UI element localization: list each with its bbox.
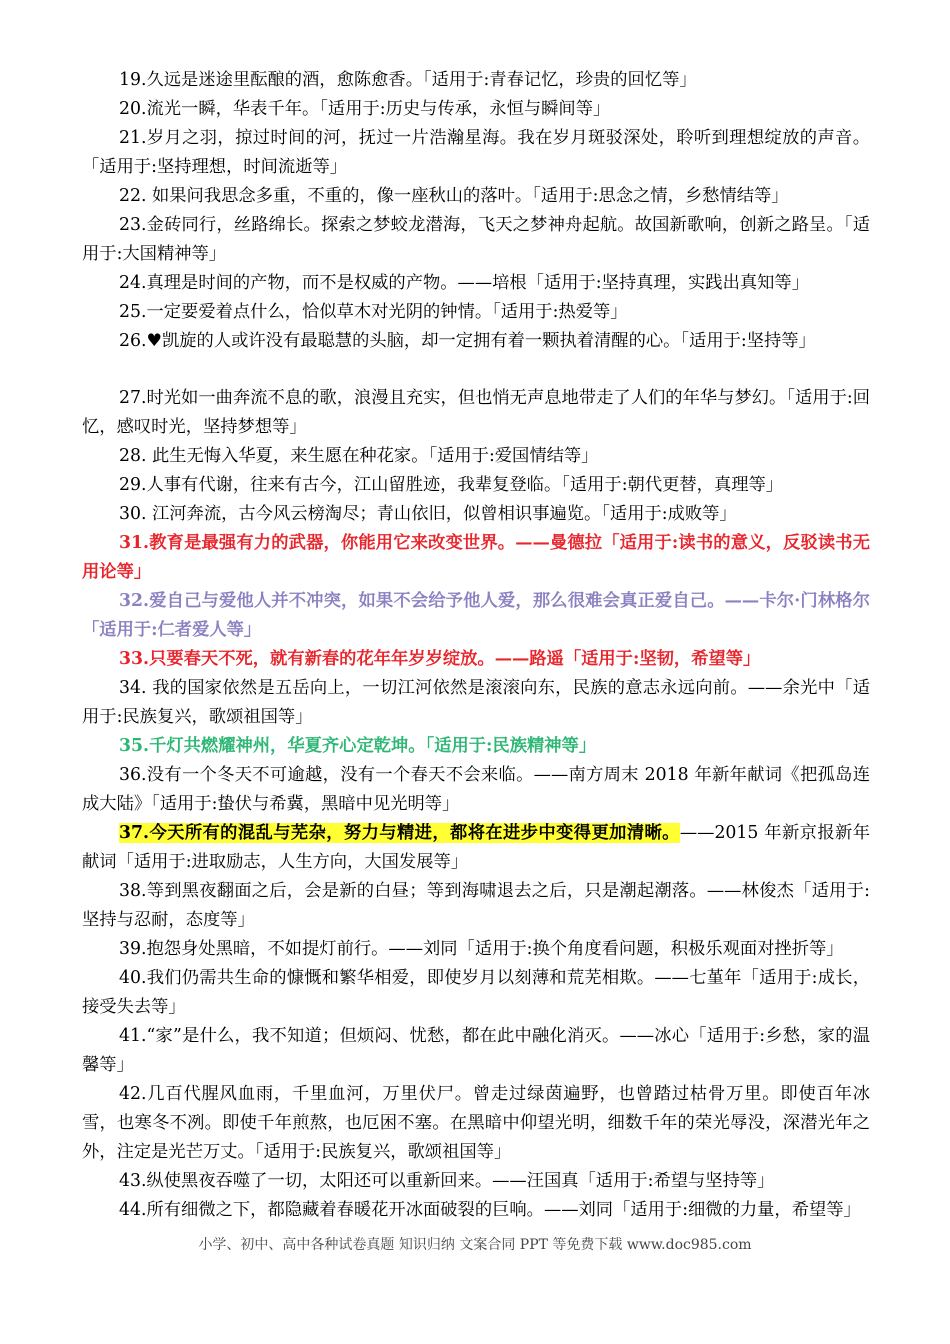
quote-44: 44.所有细微之下，都隐藏着春暖花开冰面破裂的巨响。——刘同「适用于:细微的力量，希望等」: [119, 1200, 861, 1220]
highlighted-text: 37.今天所有的混乱与芜杂，努力与精进，都将在进步中变得更加清晰。: [119, 823, 680, 843]
quote-19: 19.久远是迷途里酝酿的酒，愈陈愈香。「适用于:青春记忆，珍贵的回忆等」: [119, 70, 697, 90]
quote-42: 42.几百代腥风血雨，千里血河，万里伏尸。曾走过绿茵遍野，也曾踏过枯骨万里。即使百年冰雪，也寒冬不冽。即使千年煎熬，也厄困不塞。在黑暗中仰望光明，细数千年的荣光辱没，深潜光年之外，注定是光芒万丈。「适用于:民族复兴，歌颂祖国等」: [82, 1084, 870, 1162]
quote-34: 34. 我的国家依然是五岳向上，一切江河依然是滚滚向东，民族的意志永远向前。——余光中「适用于:民族复兴，歌颂祖国等」: [82, 678, 870, 727]
quote-28: 28. 此生无悔入华夏，来生愿在种花家。「适用于:爱国情结等」: [119, 446, 599, 466]
quote-32: 32.爱自己与爱他人并不冲突，如果不会给予他人爱，那么很难会真正爱自己。——卡尔·门林格尔「适用于:仁者爱人等」: [82, 591, 870, 640]
quote-22: 22. 如果问我思念多重，不重的，像一座秋山的落叶。「适用于:思念之情，乡愁情结等」: [119, 186, 789, 206]
quote-40: 40.我们仍需共生命的慷慨和繁华相爱，即使岁月以刻薄和荒芜相欺。——七堇年「适用于:成长，接受失去等」: [82, 968, 870, 1017]
quote-26: 26.♥凯旋的人或许没有最聪慧的头脑，却一定拥有着一颗执着清醒的心。「适用于:坚持等」: [119, 331, 816, 351]
quote-31: 31.教育是最强有力的武器，你能用它来改变世界。——曼德拉「适用于:读书的意义，反驳读书无用论等」: [82, 533, 870, 582]
quote-39: 39.抱怨身处黑暗，不如提灯前行。——刘同「适用于:换个角度看问题，积极乐观面对挫折等」: [119, 939, 844, 959]
quote-27: 27.时光如一曲奔流不息的歌，浪漫且充实，但也悄无声息地带走了人们的年华与梦幻。「适用于:回忆，感叹时光，坚持梦想等」: [82, 388, 870, 437]
quote-37: [82, 819, 870, 877]
quote-35: 35.千灯共燃耀神州，华夏齐心定乾坤。「适用于:民族精神等」: [119, 736, 597, 756]
quote-37-source: ——2015 年新京报新年献词「适用于:进取励志，人生方向，大国发展等」: [82, 823, 870, 872]
quote-29: 29.人事有代谢，往来有古今，江山留胜迹，我辈复登临。「适用于:朝代更替，真理等」: [119, 475, 784, 495]
paragraph-gap: [82, 356, 870, 384]
quote-30: 30. 江河奔流，古今风云榜淘尽；青山依旧，似曾相识事遍览。「适用于:成败等」: [119, 504, 737, 524]
quote-23: 23.金砖同行，丝路绵长。探索之梦蛟龙潜海，飞天之梦神舟起航。故国新歌响，创新之路呈。「适用于:大国精神等」: [82, 215, 870, 264]
document-body: [82, 66, 870, 1225]
quote-24: 24.真理是时间的产物，而不是权威的产物。——培根「适用于:坚持真理，实践出真知等」: [119, 273, 809, 293]
quote-33: 33.只要春天不死，就有新春的花年年岁岁绽放。——路遥「适用于:坚韧，希望等」: [119, 649, 761, 669]
quote-43: 43.纵使黑夜吞噬了一切，太阳还可以重新回来。——汪国真「适用于:希望与坚持等」: [119, 1171, 775, 1191]
quote-38: 38.等到黑夜翻面之后，会是新的白昼；等到海啸退去之后，只是潮起潮落。——林俊杰「适用于:坚持与忍耐，态度等」: [82, 881, 870, 930]
quote-41: 41.“家”是什么，我不知道；但烦闷、忧愁，都在此中融化消灭。——冰心「适用于:乡愁，家的温馨等」: [82, 1026, 870, 1075]
quote-21: 21.岁月之羽，掠过时间的河，抚过一片浩瀚星海。我在岁月斑驳深处，聆听到理想绽放的声音。「适用于:坚持理想，时间流逝等」: [82, 128, 870, 177]
quote-20: 20.流光一瞬，华表千年。「适用于:历史与传承，永恒与瞬间等」: [119, 99, 611, 119]
page-footer: 小学、初中、高中各种试卷真题 知识归纳 文案合同 PPT 等免费下载 www.doc985.com: [198, 1237, 752, 1253]
quote-36: 36.没有一个冬天不可逾越，没有一个春天不会来临。——南方周末 2018 年新年献词《把孤岛连成大陆》「适用于:蛰伏与希冀，黑暗中见光明等」: [82, 765, 870, 814]
quote-25: 25.一定要爱着点什么，恰似草木对光阴的钟情。「适用于:热爱等」: [119, 302, 628, 322]
